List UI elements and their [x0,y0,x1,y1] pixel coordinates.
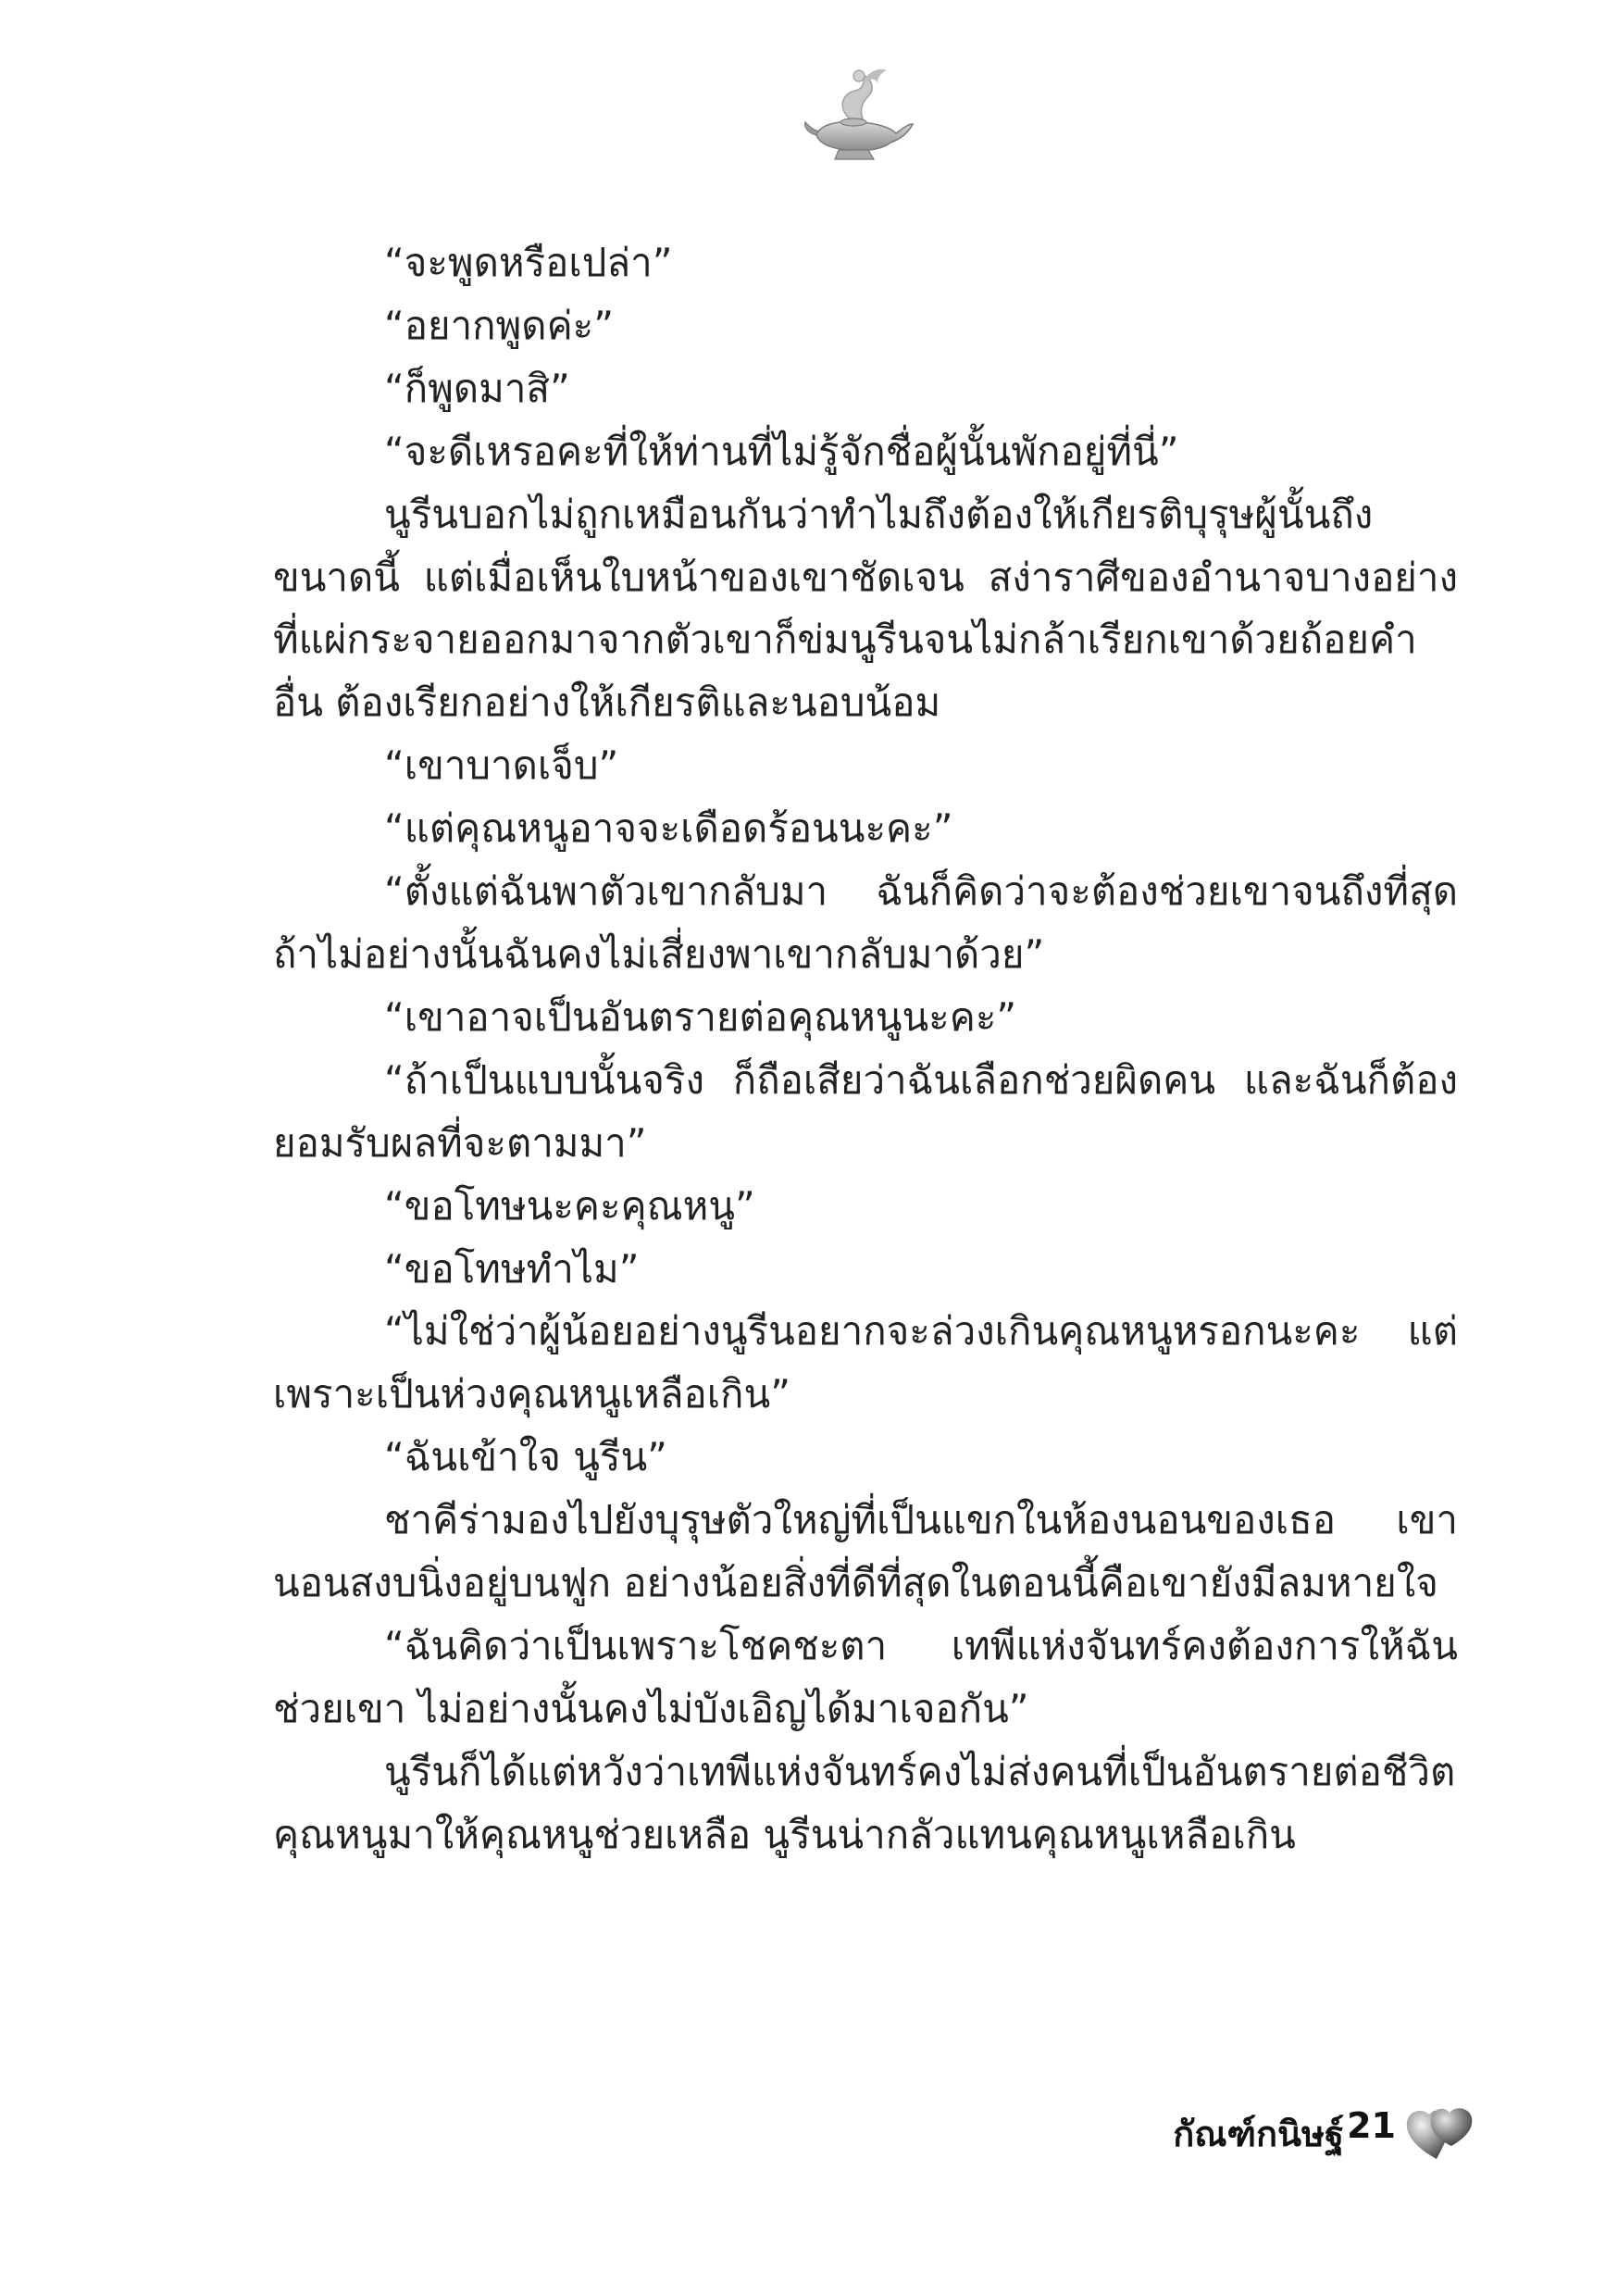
paragraph: “เขาบาดเจ็บ” [384,742,619,789]
paragraph: “ขอโทษทำไม” [384,1245,640,1292]
paragraph: “ไม่ใช่ว่าผู้น้อยอย่างนูรีนอยากจะล่วงเกินคุณหนูหรอกนะคะ แต่เพราะเป็นห่วงคุณหนูเหลือเกิน” [273,1308,1458,1417]
page-number: 21 [1347,2105,1396,2146]
hearts-icon [1400,2094,1481,2166]
paragraph: ชาคีร่ามองไปยังบุรุษตัวใหญ่ที่เป็นแขกในห้องนอนของเธอ เขานอนสงบนิ่งอยู่บนฟูก อย่างน้อยสิ่งที่ดีที่สุดในตอนนี้คือเขายังมีลมหายใจ [273,1497,1458,1606]
paragraph: “ฉันคิดว่าเป็นเพราะโชคชะตา เทพีแห่งจันทร์คงต้องการให้ฉันช่วยเขา ไม่อย่างนั้นคงไม่บังเอิญได้มาเจอกัน” [273,1622,1458,1731]
paragraph: “แต่คุณหนูอาจจะเดือดร้อนนะคะ” [384,805,953,852]
author-name: กัณฑ์กนิษฐ์ [1173,2114,1344,2154]
paragraph: “ขอโทษนะคะคุณหนู” [384,1182,755,1229]
paragraph: “จะพูดหรือเปล่า” [384,240,673,285]
paragraph: นูรีนก็ได้แต่หวังว่าเทพีแห่งจันทร์คงไม่ส่งคนที่เป็นอันตรายต่อชีวิตคุณหนูมาให้คุณหนูช่วยเหลือ นูรีนน่ากลัวแทนคุณหนูเหลือเกิน [273,1748,1456,1857]
paragraph: “ก็พูดมาสิ” [384,365,570,411]
paragraph: “อยากพูดค่ะ” [384,302,614,348]
paragraph: “ตั้งแต่ฉันพาตัวเขากลับมา ฉันก็คิดว่าจะต้องช่วยเขาจนถึงที่สุด ถ้าไม่อย่างนั้นฉันคงไม่เสี่ยงพาเขากลับมาด้วย” [273,868,1458,977]
genie-lamp-icon [798,56,918,167]
chapter-text [273,231,1458,1866]
paragraph: นูรีนบอกไม่ถูกเหมือนกันว่าทำไมถึงต้องให้เกียรติบุรุษผู้นั้นถึงขนาดนี้ แต่เมื่อเห็นใบหน้าของเขาชัดเจน สง่าราศีของอำนาจบางอย่างที่แผ่กระจายออกมาจากตัวเขาก็ข่มนูรีนจนไม่กล้าเรียกเขาด้วยถ้อยคำอื่น ต้องเรียกอย่างให้เกียรติและนอบน้อม [273,491,1458,726]
paragraph: “เขาอาจเป็นอันตรายต่อคุณหนูนะคะ” [384,993,1017,1040]
paragraph: “ถ้าเป็นแบบนั้นจริง ก็ถือเสียว่าฉันเลือกช่วยผิดคน และฉันก็ต้องยอมรับผลที่จะตามมา” [273,1056,1458,1166]
paragraph: “ฉันเข้าใจ นูรีน” [384,1434,667,1480]
paragraph: “จะดีเหรอคะที่ให้ท่านที่ไม่รู้จักชื่อผู้นั้นพักอยู่ที่นี่” [384,428,1179,474]
page-footer [963,2094,1481,2168]
